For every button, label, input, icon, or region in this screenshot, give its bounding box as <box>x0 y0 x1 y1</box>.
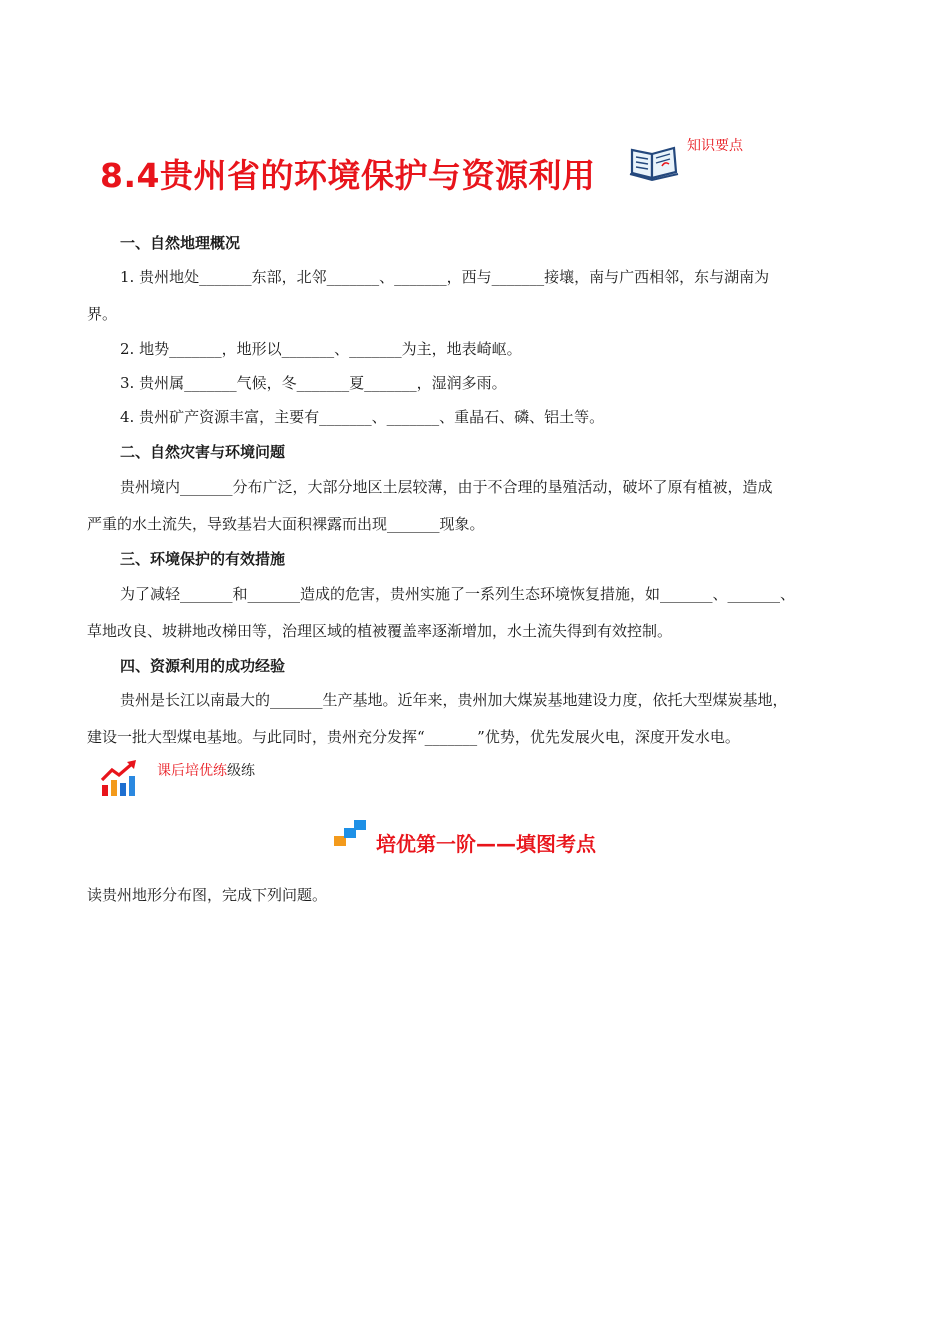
section-heading-1: 一、自然地理概况 <box>120 234 241 252</box>
section-heading-2: 二、自然灾害与环境问题 <box>120 443 286 461</box>
text-line: 建设一批大型煤电基地。与此同时，贵州充分发挥“_______”优势，优先发展火电，深度开发水电。 <box>87 728 740 746</box>
text-line: 界。 <box>87 305 118 323</box>
after-class-label-black: 级练 <box>227 763 255 779</box>
open-book-icon <box>628 140 680 182</box>
text-line: 贵州是长江以南最大的_______生产基地。近年来，贵州加大煤炭基地建设力度，依托大型煤炭基地， <box>120 691 788 709</box>
instruction-text: 读贵州地形分布图，完成下列问题。 <box>87 886 328 904</box>
knowledge-points-tag: 知识要点 <box>687 138 743 154</box>
stage-title: 培优第一阶——填图考点 <box>376 832 596 856</box>
page-title: 8.4贵州省的环境保护与资源利用 <box>100 156 596 195</box>
section-heading-4: 四、资源利用的成功经验 <box>120 657 286 675</box>
growth-chart-icon <box>100 758 142 798</box>
after-class-label <box>157 760 255 780</box>
text-line: 草地改良、坡耕地改梯田等，治理区域的植被覆盖率逐渐增加，水土流失得到有效控制。 <box>87 622 673 640</box>
text-line: 为了减轻_______和_______造成的危害，贵州实施了一系列生态环境恢复措施，如_______、_______、 <box>120 585 796 603</box>
text-line: 3. 贵州属_______气候，冬_______夏_______，湿润多雨。 <box>120 374 507 392</box>
section-heading-3: 三、环境保护的有效措施 <box>120 550 286 568</box>
stairs-icon <box>332 816 372 848</box>
text-line: 2. 地势_______，地形以_______、_______为主，地表崎岖。 <box>120 340 522 358</box>
text-line: 贵州境内_______分布广泛，大部分地区土层较薄，由于不合理的垦殖活动，破坏了原有植被，造成 <box>120 478 773 496</box>
after-class-label-red: 课后培优练 <box>157 763 227 779</box>
text-line: 1. 贵州地处_______东部，北邻_______、_______，西与_______接壤，南与广西相邻，东与湖南为 <box>120 268 770 286</box>
text-line: 4. 贵州矿产资源丰富，主要有_______、_______、重晶石、磷、铝土等。 <box>120 408 605 426</box>
text-line: 严重的水土流失，导致基岩大面积裸露而出现_______现象。 <box>87 515 485 533</box>
